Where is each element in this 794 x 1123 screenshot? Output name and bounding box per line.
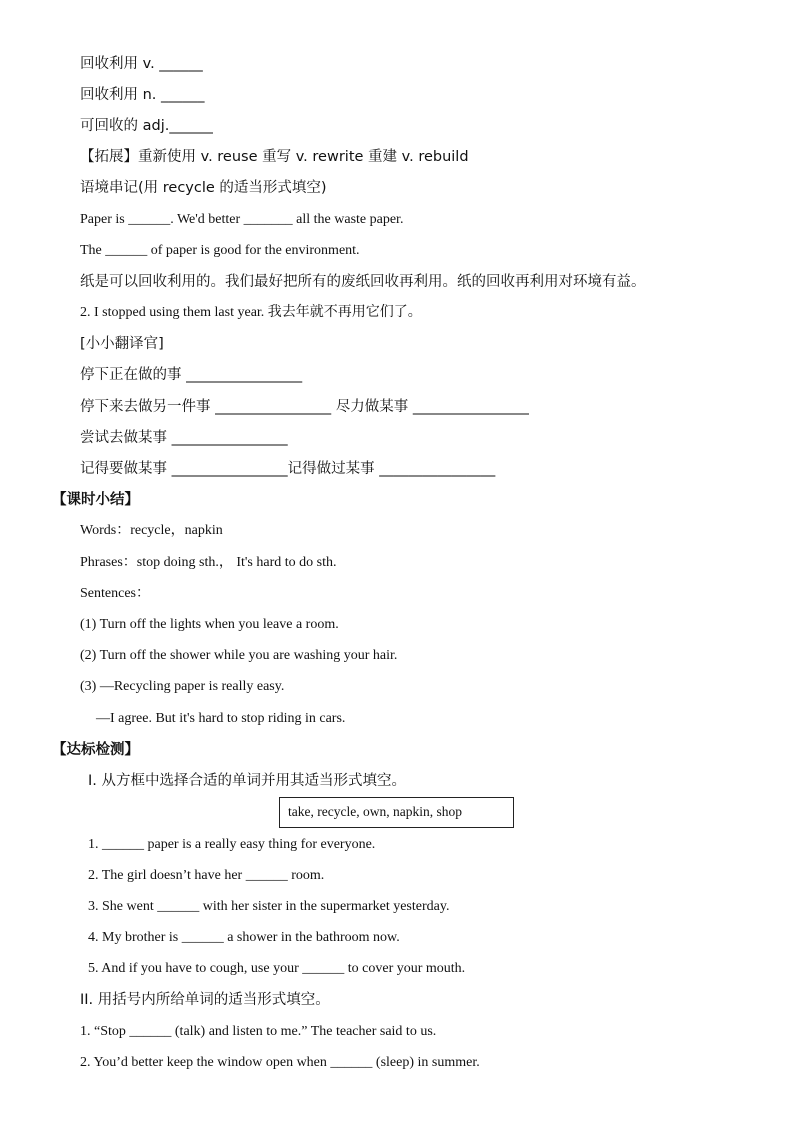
line-7: The ______ of paper is good for the environment. — [80, 243, 360, 258]
line-6: Paper is ______. We'd better _______ all the waste paper. — [80, 212, 404, 227]
line-10: [小小翻译官] — [80, 336, 164, 352]
line-1: 回收利用 v. ______ — [80, 56, 203, 72]
line-24: I. 从方框中选择合适的单词并用其适当形式填空。 — [88, 773, 406, 789]
line-11: 停下正在做的事 ________________ — [80, 367, 303, 383]
line-2: 回收利用 n. ______ — [80, 87, 205, 103]
section-heading-test: 【达标检测】 — [52, 742, 139, 758]
line-28: 4. My brother is ______ a shower in the bathroom now. — [88, 930, 400, 945]
line-9: 2. I stopped using them last year. 我去年就不再用它们了。 — [80, 305, 422, 320]
line-3: 可回收的 adj.______ — [80, 118, 213, 134]
section-heading-summary: 【课时小结】 — [52, 492, 139, 508]
line-20: (2) Turn off the shower while you are washing your hair. — [80, 648, 398, 663]
line-32: 2. You’d better keep the window open when ______ (sleep) in summer. — [80, 1055, 480, 1070]
line-4: 【拓展】重新使用 v. reuse 重写 v. rewrite 重建 v. rebuild — [80, 149, 469, 165]
word-box-text: take, recycle, own, napkin, shop — [288, 804, 462, 819]
line-29: 5. And if you have to cough, use your ______ to cover your mouth. — [88, 961, 466, 976]
line-21: (3) —Recycling paper is really easy. — [80, 679, 285, 694]
line-13: 尝试去做某事 ________________ — [80, 430, 288, 446]
word-box — [279, 797, 514, 828]
line-16: Words：recycle，napkin — [80, 523, 223, 538]
line-30: II. 用括号内所给单词的适当形式填空。 — [80, 992, 330, 1008]
line-25: 1. ______ paper is a really easy thing for everyone. — [88, 837, 376, 852]
line-27: 3. She went ______ with her sister in the supermarket yesterday. — [88, 899, 450, 914]
line-12: 停下来去做另一件事 ________________ 尽力做某事 ________________ — [80, 399, 529, 415]
line-17: Phrases：stop doing sth.， It's hard to do sth. — [80, 555, 337, 570]
line-31: 1. “Stop ______ (talk) and listen to me.” The teacher said to us. — [80, 1024, 437, 1039]
line-5: 语境串记(用 recycle 的适当形式填空) — [80, 180, 327, 196]
line-19: (1) Turn off the lights when you leave a room. — [80, 617, 339, 632]
line-22: —I agree. But it's hard to stop riding in cars. — [96, 711, 346, 726]
line-26: 2. The girl doesn’t have her ______ room. — [88, 868, 325, 883]
line-14: 记得要做某事 ________________记得做过某事 ________________ — [80, 461, 496, 477]
line-8: 纸是可以回收利用的。我们最好把所有的废纸回收再利用。纸的回收再利用对环境有益。 — [80, 274, 646, 290]
line-18: Sentences： — [80, 586, 150, 601]
